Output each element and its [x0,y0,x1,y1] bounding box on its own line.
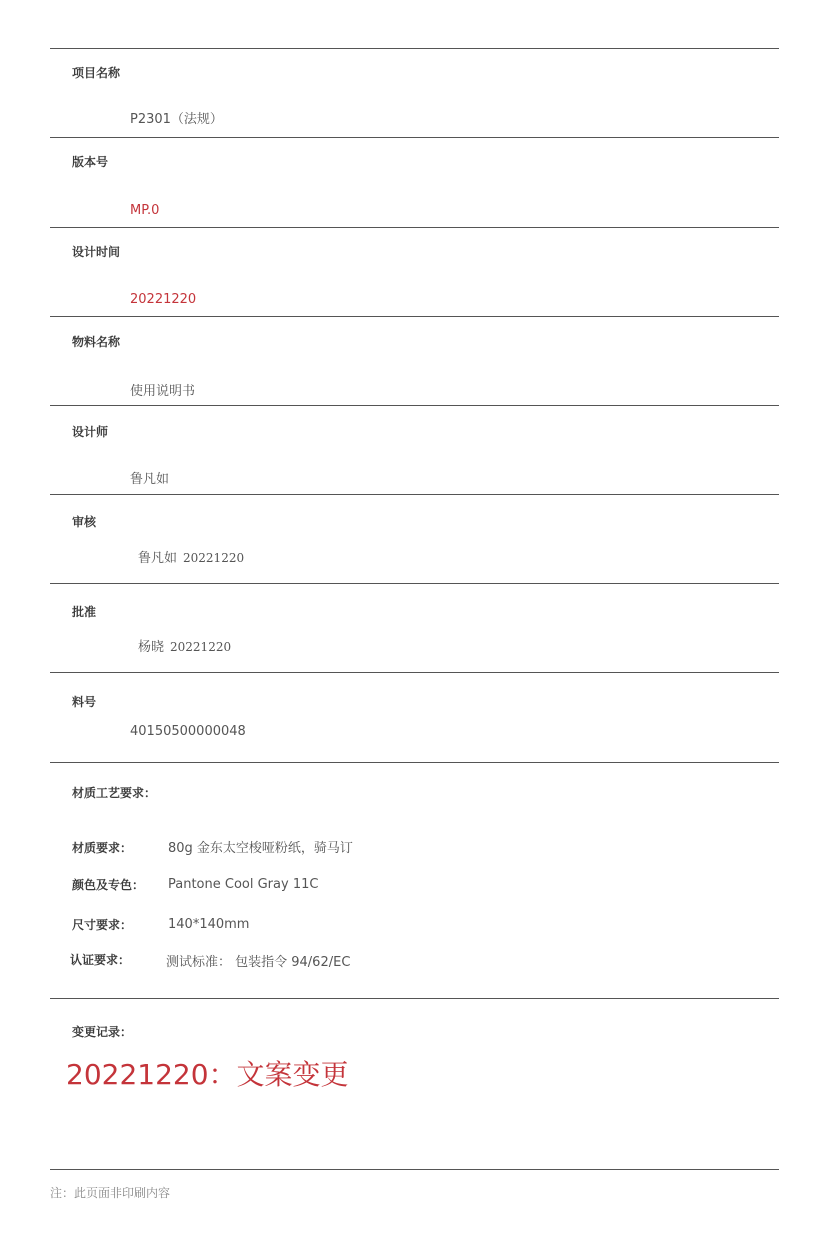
review-label: 审核 [72,515,97,529]
material-req-label: 材质要求： [72,841,133,855]
cert-req-value: 测试标准： 包装指令 94/62/EC [166,955,351,970]
designer-label: 设计师 [72,425,109,439]
design-time-value: 20221220 [130,292,197,307]
approve-date: 20221220 [170,640,232,654]
size-req-label: 尺寸要求： [72,918,133,932]
material-name-value: 使用说明书 [130,384,196,399]
designer-value: 鲁凡如 [130,472,170,487]
footer-note: 注：此页面非印刷内容 [50,1186,171,1200]
divider [50,762,779,763]
change-log-entry: 20221220：文案变更 [66,1058,349,1091]
divider [50,48,779,49]
divider [50,494,779,495]
reviewer-name: 鲁凡如 [138,551,178,566]
divider [50,316,779,317]
version-value: MP.0 [130,203,160,218]
design-time-label: 设计时间 [72,245,121,259]
divider [50,227,779,228]
divider [50,1169,779,1170]
divider [50,405,779,406]
divider [50,998,779,999]
divider [50,583,779,584]
approver-name: 杨晓 [138,640,165,655]
cert-req-label: 认证要求： [70,953,131,967]
approve-value [138,636,231,655]
color-req-value: Pantone Cool Gray 11C [168,877,319,892]
process-title: 材质工艺要求： [72,786,157,800]
project-name-label: 项目名称 [72,66,121,80]
version-label: 版本号 [72,155,109,169]
part-no-value: 40150500000048 [130,724,246,739]
change-log-title: 变更记录： [72,1025,133,1039]
divider [50,137,779,138]
material-name-label: 物料名称 [72,335,121,349]
color-req-label: 颜色及专色： [72,878,145,892]
review-date: 20221220 [183,551,245,565]
size-req-value: 140*140mm [168,917,250,932]
review-value [138,547,244,566]
project-name-value: P2301（法规） [130,112,223,127]
divider [50,672,779,673]
part-no-label: 料号 [72,695,97,709]
approve-label: 批准 [72,605,97,619]
material-req-value: 80g 金东太空梭哑粉纸，骑马订 [168,841,353,856]
